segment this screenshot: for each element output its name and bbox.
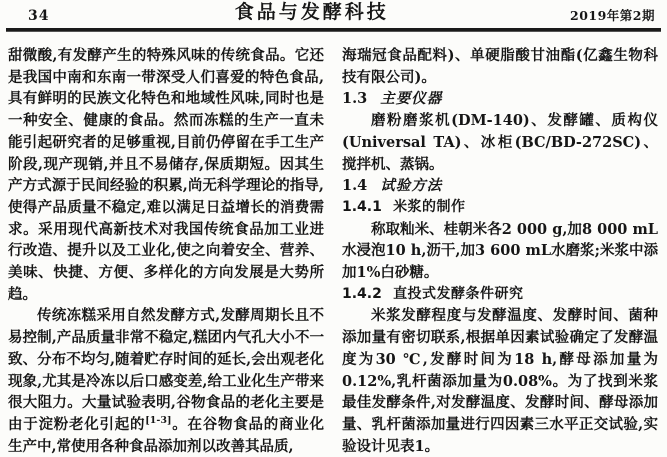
journal-title: 食品与发酵科技 — [234, 1, 389, 23]
paragraph-text: 传统冻糕采用自然发酵方式,发酵周期长且不易控制,产品质量非常不稳定,糕团内气孔大小不一致、分布不均匀,随着贮存时间的延长,会出观老化现象,尤其是冷冻以后口感变差,给工业化生产带来很大阻力。大量试验表明,谷物食品的老化主要是由于淀粉老化引起的 — [8, 307, 324, 433]
right-column — [342, 45, 658, 457]
article-body — [0, 45, 667, 457]
issue-label: 2019年第2期 — [570, 8, 655, 23]
section-number: 1.3 — [342, 90, 368, 108]
section-title: 试验方法 — [380, 177, 443, 195]
subsection-title: 直投式发酵条件研究 — [393, 285, 524, 302]
paragraph: 称取籼米、桂朝米各2 000 g,加8 000 mL水浸泡10 h,沥干,加3 600 mL水磨浆;米浆中添加1%白砂糖。 — [342, 220, 658, 282]
paragraph: 磨粉磨浆机(DM-140)、发酵罐、质构仪(Universal TA)、冰柜(BC/BD-272SC)、搅拌机、蒸锅。 — [342, 112, 658, 173]
page-number: 34 — [28, 8, 50, 24]
section-title: 主要仪器 — [380, 90, 443, 108]
paragraph: 米浆发酵程度与发酵温度、发酵时间、菌种添加量有密切联系,根据单因素试验确定了发酵温度为30 ℃,发酵时间为18 h,酵母添加量为0.12%,乳杆菌添加量为0.08%。为了找到米浆最佳发酵条件,对发酵温度、发酵时间、酵母添加量、乳杆菌添加量进行四因素三水平正交试验,实验设计见表1。 — [342, 307, 658, 455]
section-heading-1-4 — [342, 175, 658, 197]
subsection-heading-1-4-2 — [342, 284, 658, 306]
subsection-heading-1-4-1 — [342, 197, 658, 219]
subsection-number: 1.4.2 — [342, 285, 382, 302]
subsection-title: 米浆的制作 — [393, 198, 466, 215]
subsection-number: 1.4.1 — [342, 198, 382, 215]
paragraph-text: 。在谷物食品的商业化生产中,常使用各种食品添加剂以改善其品质, — [8, 415, 325, 455]
running-head — [0, 0, 667, 24]
paragraph-continuation: 甜微酸,有发酵产生的特殊风味的传统食品。它还是我国中南和东南一带深受人们喜爱的特色食品,具有鲜明的民族文化特色和地域性风味,同时也是一种安全、健康的食品。然而冻糕的生产一直未能引起研究者的足够重视,目前仍停留在手工生产阶段,现产现销,并且不易储存,保质期短。因其生产方式源于民间经验的积累,尚无科学理论的指导,使得产品质量不稳定,难以满足日益增长的消费需求。采用现代高新技术对我国传统食品加工业进行改造、提升以及工业化,使之向着安全、营养、美味、快捷、方便、多样化的方向发展是大势所趋。 — [8, 47, 324, 303]
section-number: 1.4 — [342, 177, 368, 195]
left-column — [8, 45, 324, 457]
paragraph-continuation: 海瑞冠食品配料)、单硬脂酸甘油酯(亿鑫生物科技有限公司)。 — [342, 47, 658, 86]
paragraph — [8, 305, 324, 457]
header-rule — [6, 28, 661, 32]
citation-ref: [1-3] — [145, 415, 172, 427]
section-heading-1-3 — [342, 88, 658, 110]
